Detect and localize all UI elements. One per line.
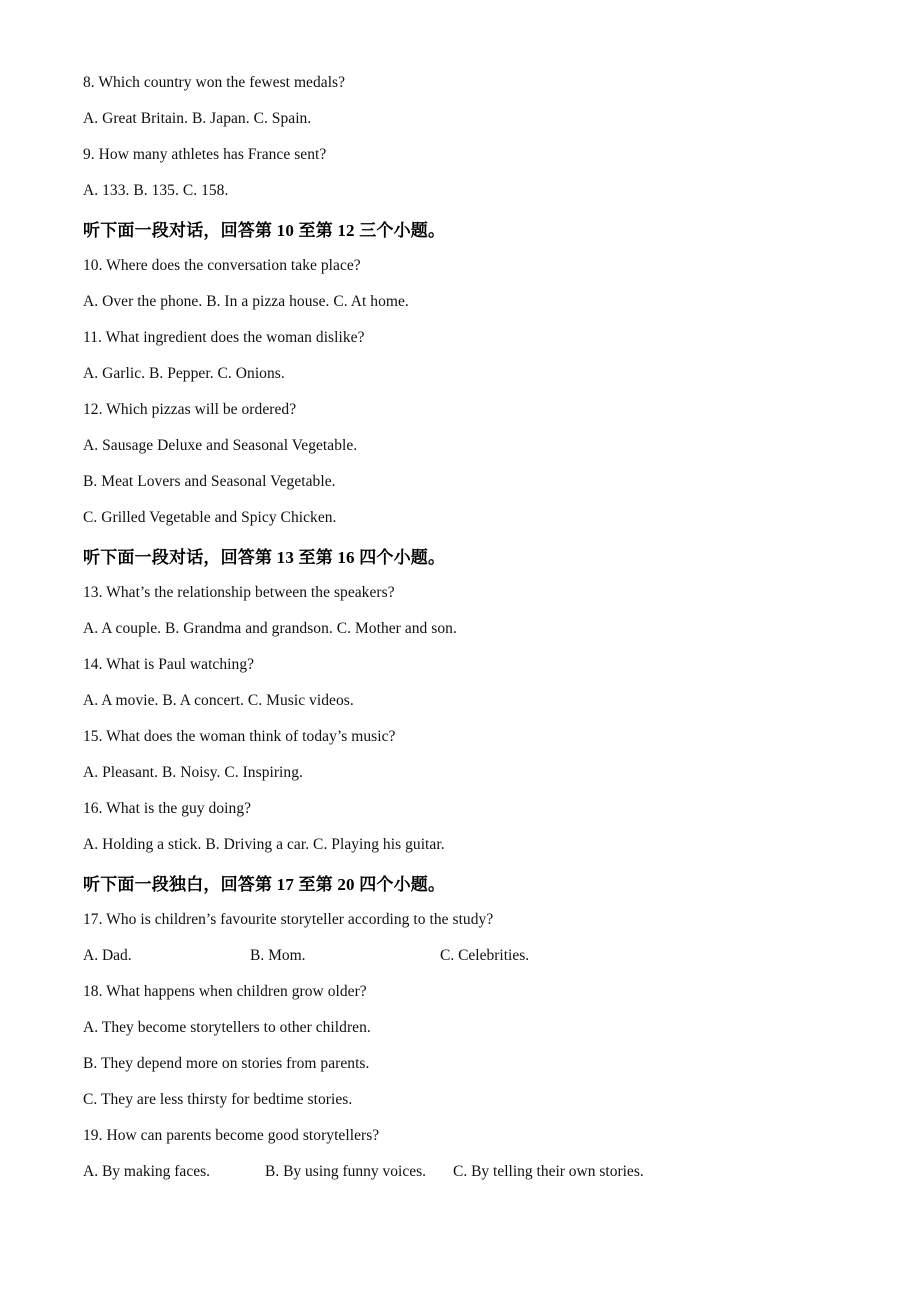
option-b: B. Mom. [250,947,306,964]
option-line: A. Great Britain. B. Japan. C. Spain. [83,110,312,127]
section-heading: 听下面一段独白，回答第 17 至第 20 四个小题。 [83,875,446,894]
question-text: 13. What’s the relationship between the speakers? [83,584,395,601]
question-text: 16. What is the guy doing? [83,800,252,817]
option-a: A. Dad. [83,947,132,964]
page-content [83,74,843,1199]
option-line: A. 133. B. 135. C. 158. [83,182,229,199]
question-text: 8. Which country won the fewest medals? [83,74,346,91]
question-text: 15. What does the woman think of today’s music? [83,728,396,745]
option-line: A. A movie. B. A concert. C. Music videos. [83,692,354,709]
question-text: 19. How can parents become good storytellers? [83,1127,380,1144]
option-line: A. Garlic. B. Pepper. C. Onions. [83,365,285,382]
option-line: A. Sausage Deluxe and Seasonal Vegetable. [83,437,358,454]
option-line: B. Meat Lovers and Seasonal Vegetable. [83,473,336,490]
question-text: 18. What happens when children grow older? [83,983,367,1000]
question-text: 17. Who is children’s favourite storyteller according to the study? [83,911,494,928]
option-line: A. Pleasant. B. Noisy. C. Inspiring. [83,764,303,781]
option-b: B. By using funny voices. [265,1163,427,1180]
option-row [83,947,843,965]
option-line: B. They depend more on stories from parents. [83,1055,370,1072]
option-line: A. A couple. B. Grandma and grandson. C. Mother and son. [83,620,457,637]
option-line: C. Grilled Vegetable and Spicy Chicken. [83,509,337,526]
section-heading: 听下面一段对话，回答第 13 至第 16 四个小题。 [83,548,446,567]
question-text: 9. How many athletes has France sent? [83,146,327,163]
option-c: C. By telling their own stories. [453,1163,644,1180]
question-text: 10. Where does the conversation take place? [83,257,361,274]
option-c: C. Celebrities. [440,947,530,964]
option-line: A. Holding a stick. B. Driving a car. C. Playing his guitar. [83,836,445,853]
option-row [83,1163,843,1181]
option-line: C. They are less thirsty for bedtime stories. [83,1091,353,1108]
option-line: A. Over the phone. B. In a pizza house. C. At home. [83,293,409,310]
question-text: 11. What ingredient does the woman dislike? [83,329,365,346]
option-a: A. By making faces. [83,1163,210,1180]
option-line: A. They become storytellers to other children. [83,1019,371,1036]
section-heading: 听下面一段对话，回答第 10 至第 12 三个小题。 [83,221,446,240]
question-text: 12. Which pizzas will be ordered? [83,401,297,418]
question-text: 14. What is Paul watching? [83,656,255,673]
